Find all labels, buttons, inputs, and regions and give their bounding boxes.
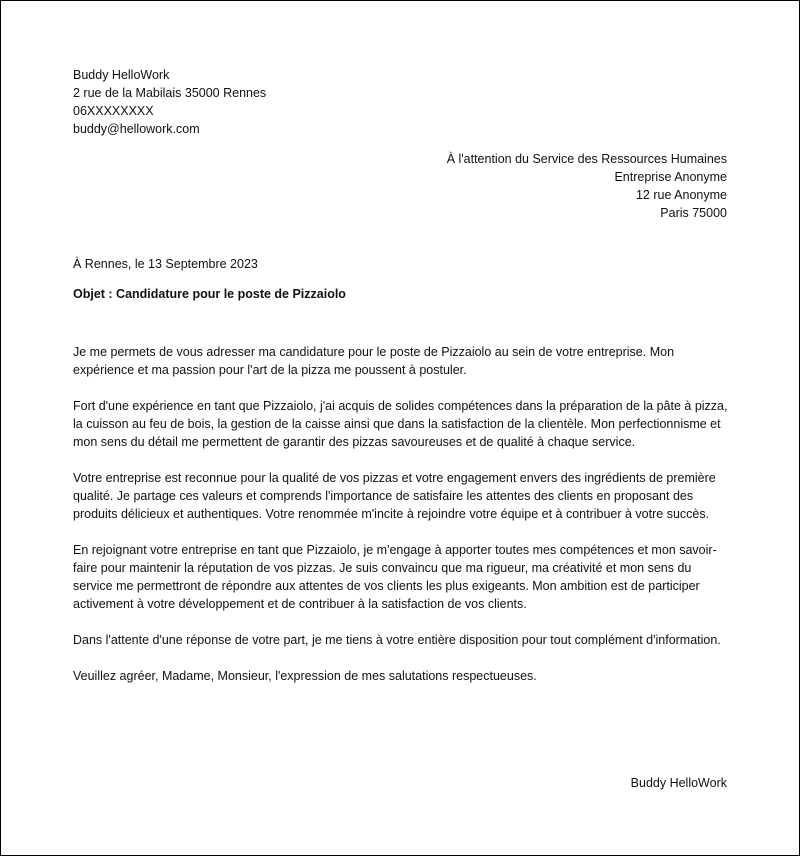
recipient-block xyxy=(447,150,727,222)
subject-line: Objet : Candidature pour le poste de Pizzaiolo xyxy=(73,287,346,301)
place-date: À Rennes, le 13 Septembre 2023 xyxy=(73,257,258,271)
body-paragraph: Je me permets de vous adresser ma candidature pour le poste de Pizzaiolo au sein de votre entreprise. Mon expérience et ma passion pour l'art de la pizza me poussent à postuler. xyxy=(73,345,675,377)
sender-email: buddy@hellowork.com xyxy=(73,122,200,136)
recipient-city: Paris 75000 xyxy=(660,206,727,220)
recipient-attention: À l'attention du Service des Ressources Humaines xyxy=(446,152,727,166)
sender-address: 2 rue de la Mabilais 35000 Rennes xyxy=(73,86,267,100)
recipient-street: 12 rue Anonyme xyxy=(635,188,727,202)
body-paragraph: En rejoignant votre entreprise en tant que Pizzaiolo, je m'engage à apporter toutes mes compétences et mon savoir-faire pour maintenir la réputation de vos pizzas. Je suis convaincu que ma rigueur, ma créativité et mon sens du service me permettront de répondre aux attentes de vos clients les plus exigeants. Mon ambition est de participer activement à votre développement et de contribuer à la satisfaction de vos clients. xyxy=(73,543,717,611)
recipient-company: Entreprise Anonyme xyxy=(614,170,727,184)
sender-block xyxy=(73,66,266,138)
body-paragraph: Votre entreprise est reconnue pour la qualité de vos pizzas et votre engagement envers des ingrédients de première qualité. Je partage ces valeurs et comprends l'importance de satisfaire les attentes des clients en proposant des produits délicieux et authentiques. Votre renommée m'incite à rejoindre votre équipe et à contribuer à votre succès. xyxy=(73,471,716,521)
letter-body xyxy=(73,343,733,703)
sender-name: Buddy HelloWork xyxy=(73,68,170,82)
body-paragraph: Fort d'une expérience en tant que Pizzaiolo, j'ai acquis de solides compétences dans la préparation de la pâte à pizza, la cuisson au feu de bois, la gestion de la caisse ainsi que dans la satisfaction de la clientèle. Mon perfectionnisme et mon sens du détail me permettent de garantir des pizzas savoureuses et de qualité à chaque service. xyxy=(73,399,728,449)
signature: Buddy HelloWork xyxy=(630,776,727,790)
sender-phone: 06XXXXXXXX xyxy=(73,104,154,118)
body-paragraph: Veuillez agréer, Madame, Monsieur, l'expression de mes salutations respectueuses. xyxy=(73,669,537,683)
body-paragraph: Dans l'attente d'une réponse de votre part, je me tiens à votre entière disposition pour tout complément d'information. xyxy=(73,633,721,647)
